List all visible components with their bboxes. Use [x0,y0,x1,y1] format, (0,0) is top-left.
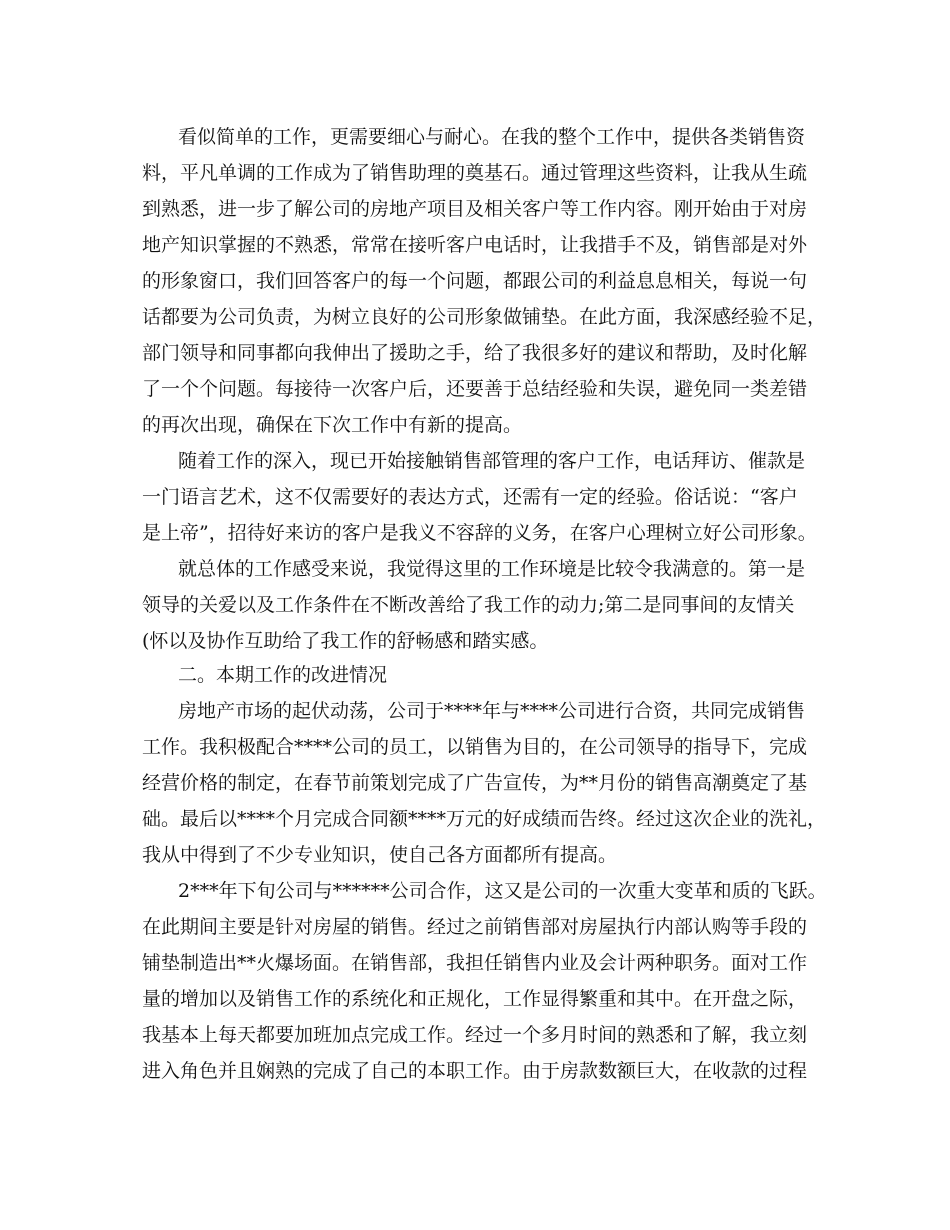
section-heading: 二。本期工作的改进情况 [178,664,388,686]
text-line: 料，平凡单调的工作成为了销售助理的奠基石。通过管理这些资料，让我从生疏 [142,162,808,184]
text-line: 经营价格的制定，在春节前策划完成了广告宣传，为**月份的销售高潮奠定了基 [142,772,808,794]
text-line: (怀以及协作互助给了我工作的舒畅感和踏实感。 [142,630,549,652]
text-line: 铺垫制造出**火爆场面。在销售部，我担任销售内业及会计两种职务。面对工作 [142,952,808,974]
text-line: 看似简单的工作，更需要细心与耐心。在我的整个工作中，提供各类销售资 [178,126,806,148]
text-line: 在此期间主要是针对房屋的销售。经过之前销售部对房屋执行内部认购等手段的 [142,916,808,938]
text-line: 工作。我积极配合****公司的员工，以销售为目的，在公司领导的指导下，完成 [142,736,808,758]
text-line: 我基本上每天都要加班加点完成工作。经过一个多月时间的熟悉和了解，我立刻 [142,1024,808,1046]
text-line: 房地产市场的起伏动荡，公司于****年与****公司进行合资，共同完成销售 [178,700,806,722]
text-line: 地产知识掌握的不熟悉，常常在接听客户电话时，让我措手不及，销售部是对外 [142,234,808,256]
text-line: 一门语言艺术，这不仅需要好的表达方式，还需有一定的经验。俗话说：“客户 [142,486,798,508]
text-line: 我从中得到了不少专业知识，使自己各方面都所有提高。 [142,844,618,866]
text-line: 到熟悉，进一步了解公司的房地产项目及相关客户等工作内容。刚开始由于对房 [142,198,808,220]
text-line: 随着工作的深入，现已开始接触销售部管理的客户工作，电话拜访、催款是 [178,450,806,472]
text-line: 话都要为公司负责，为树立良好的公司形象做铺垫。在此方面，我深感经验不足， [142,306,827,328]
text-line: 了一个个问题。每接待一次客户后，还要善于总结经验和失误，避免同一类差错 [142,378,808,400]
text-line: 部门领导和同事都向我伸出了援助之手，给了我很多好的建议和帮助，及时化解 [142,342,808,364]
text-line: 的形象窗口，我们回答客户的每一个问题，都跟公司的利益息息相关，每说一句 [142,270,808,292]
text-line: 就总体的工作感受来说，我觉得这里的工作环境是比较令我满意的。第一是 [178,558,806,580]
text-line: 是上帝”，招待好来访的客户是我义不容辞的义务，在客户心理树立好公司形象。 [142,522,817,544]
text-line: 础。最后以****个月完成合同额****万元的好成绩而告终。经过这次企业的洗礼， [142,808,827,830]
text-line: 领导的关爱以及工作条件在不断改善给了我工作的动力;第二是同事间的友情关 [142,594,795,616]
text-line: 2***年下旬公司与******公司合作，这又是公司的一次重大变革和质的飞跃。 [178,880,827,902]
text-line: 量的增加以及销售工作的系统化和正规化，工作显得繁重和其中。在开盘之际， [142,988,808,1010]
text-line: 的再次出现，确保在下次工作中有新的提高。 [142,414,523,436]
text-line: 进入角色并且娴熟的完成了自己的本职工作。由于房款数额巨大，在收款的过程 [142,1060,808,1082]
